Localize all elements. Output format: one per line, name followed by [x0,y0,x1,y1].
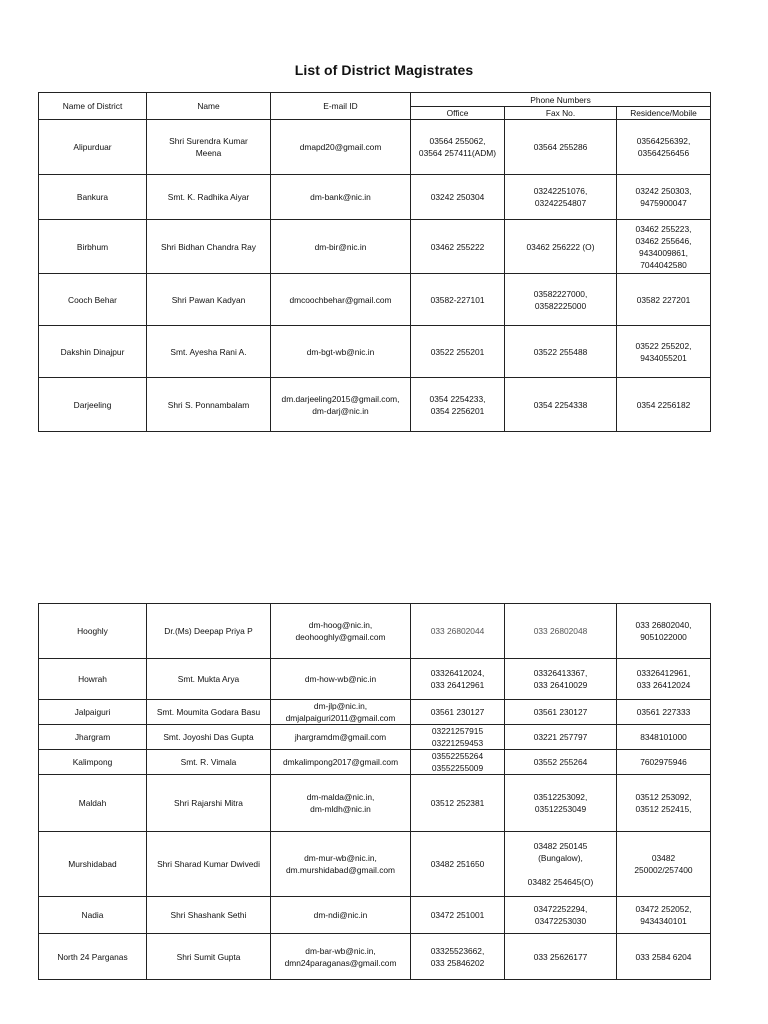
cell-office [411,120,505,175]
cell-line: jhargramdm@gmail.com [294,732,387,742]
cell-line: 033 26802044 [430,626,485,636]
cell-line: dm-bgt-wb@nic.in [306,346,375,357]
cell-district: Hooghly [39,604,147,659]
cell-line: 03462 255222 [430,241,485,252]
cell-line: 03552255264 [431,751,484,761]
cell-line: 9051022000 [640,632,687,642]
cell-name [147,725,271,750]
cell-line: Smt. R. Vimala [180,757,237,767]
cell-line: Shri Shashank Sethi [170,910,247,920]
district-magistrates-table-continued [38,603,711,980]
cell-residence [617,604,711,659]
cell-line: 250002/257400 [634,865,693,875]
cell-line: 03561 230127 [533,707,588,717]
cell-line: 03325523662, [430,945,485,956]
cell-fax [505,775,617,832]
cell-line: 03242 250303, [635,186,692,196]
cell-line: dm-bir@nic.in [314,241,367,252]
cell-office [411,775,505,832]
table-row [39,274,711,326]
header-district: Name of District [39,93,147,120]
cell-line: Dr.(Ms) Deepap Priya P [164,626,253,636]
cell-line: 03564256392, [636,136,691,146]
header-phone-numbers: Phone Numbers [411,93,711,107]
table-row [39,897,711,934]
cell-line: 03582 227201 [636,294,691,305]
cell-line: 03582227000, [533,288,588,299]
cell-line: 03512 252381 [430,798,485,808]
page-title: List of District Magistrates [294,62,474,78]
cell-line: Smt. Moumita Godara Basu [156,707,261,717]
cell-office [411,378,505,432]
cell-fax [505,378,617,432]
cell-line: 9434055201 [640,352,687,363]
cell-residence [617,934,711,980]
cell-email [271,175,411,220]
cell-email [271,274,411,326]
table-row [39,604,711,659]
cell-line: 03472253030 [534,916,587,926]
cell-residence [617,775,711,832]
cell-office [411,832,505,897]
cell-fax [505,832,617,897]
cell-line: dmn24paraganas@gmail.com [284,957,397,968]
cell-fax [505,659,617,700]
cell-name [147,775,271,832]
cell-line: 03512 252415, [635,804,692,814]
cell-office [411,604,505,659]
cell-line: dm-hoog@nic.in, [308,620,373,630]
cell-line: 03512 253092, [635,792,692,802]
table-row [39,326,711,378]
cell-name [147,604,271,659]
cell-line: 0354 2254338 [533,399,588,410]
cell-line: 033 25626177 [533,951,588,962]
cell-name [147,326,271,378]
cell-residence [617,175,711,220]
cell-district: Nadia [39,897,147,934]
cell-residence [617,220,711,274]
cell-line: 03582225000 [534,300,587,311]
cell-name [147,934,271,980]
cell-line: 03472252294, [533,904,588,914]
cell-line: 03512253049 [534,804,587,814]
cell-line: Shri Pawan Kadyan [171,294,246,305]
cell-line: Smt. Ayesha Rani A. [170,346,247,357]
cell-line [508,864,613,876]
cell-line: dm-how-wb@nic.in [304,674,377,684]
cell-line: 03522 255488 [533,346,588,357]
cell-line: 9434009861, [639,247,688,258]
cell-line: 03221259453 [431,738,484,748]
cell-fax [505,120,617,175]
cell-name [147,220,271,274]
cell-residence [617,897,711,934]
cell-email [271,725,411,750]
cell-line: 03552255009 [431,763,484,773]
cell-line: dm-darj@nic.in [312,405,369,416]
cell-line: 03482 251650 [430,859,485,869]
cell-line: 0354 2256201 [430,405,485,416]
header-fax: Fax No. [505,107,617,120]
cell-line: dmcoochbehar@gmail.com [289,294,392,305]
cell-line: Shri Surendra Kumar [169,136,248,146]
cell-email [271,934,411,980]
cell-line: 03582-227101 [430,294,485,305]
cell-email [271,832,411,897]
cell-district: Kalimpong [39,750,147,775]
cell-line: dm-bank@nic.in [310,192,371,202]
cell-line: 033 2584 6204 [635,951,692,962]
cell-line: dm-mur-wb@nic.in, [304,853,377,863]
cell-line: dm.darjeeling2015@gmail.com, [281,393,400,404]
table-row [39,175,711,220]
cell-line: 03512253092, [533,792,588,802]
cell-district: Jalpaiguri [39,700,147,725]
cell-email [271,120,411,175]
cell-email [271,897,411,934]
cell-line: dm-mldh@nic.in [310,804,371,814]
cell-line: Shri Sumit Gupta [176,951,241,962]
table-row [39,120,711,175]
cell-line: dm-malda@nic.in, [306,792,375,802]
cell-line: 0354 2254233, [429,393,486,404]
cell-line: 03326412961, [636,668,691,678]
cell-line: 03462 256222 (O) [526,241,595,252]
cell-line: 8348101000 [640,732,687,742]
cell-line: 03561 230127 [430,707,485,717]
cell-office [411,897,505,934]
cell-email [271,700,411,725]
cell-line: 033 26412024 [636,680,691,690]
cell-line: Meena [195,148,222,158]
cell-line: 033 26412961 [430,680,485,690]
cell-office [411,700,505,725]
table-row [39,934,711,980]
cell-email [271,750,411,775]
header-residence: Residence/Mobile [617,107,711,120]
cell-office [411,659,505,700]
cell-district: Dakshin Dinajpur [39,326,147,378]
cell-line: 03242251076, [533,186,588,196]
table-row [39,220,711,274]
cell-district: Alipurduar [39,120,147,175]
table-row [39,832,711,897]
cell-office [411,175,505,220]
cell-name [147,700,271,725]
table-row [39,775,711,832]
cell-district: Darjeeling [39,378,147,432]
cell-line: Shri Bidhan Chandra Ray [161,241,256,252]
cell-line: (Bungalow), [538,853,583,863]
header-name: Name [147,93,271,120]
cell-fax [505,274,617,326]
cell-fax [505,326,617,378]
cell-line: 03462 255223, [635,223,692,234]
cell-office [411,220,505,274]
cell-email [271,659,411,700]
cell-office [411,326,505,378]
cell-email [271,775,411,832]
cell-line: 03522 255202, [635,340,692,351]
cell-line: 03221257915 [431,726,484,736]
cell-district: Cooch Behar [39,274,147,326]
cell-line: 03564256456 [637,148,690,158]
cell-fax [505,220,617,274]
cell-fax [505,175,617,220]
cell-line: 03326412024, [430,668,485,678]
cell-residence [617,750,711,775]
cell-office [411,934,505,980]
cell-residence [617,659,711,700]
table-row [39,378,711,432]
header-email: E-mail ID [271,93,411,120]
cell-district: Howrah [39,659,147,700]
cell-fax [505,604,617,659]
cell-line: 03472 251001 [430,910,485,920]
cell-line: dmkalimpong2017@gmail.com [282,757,399,767]
cell-line: 033 26802048 [533,626,588,636]
cell-name [147,832,271,897]
cell-district: Jhargram [39,725,147,750]
cell-residence [617,326,711,378]
cell-line: dm-jlp@nic.in, [313,701,368,711]
table-row [39,659,711,700]
cell-district: Murshidabad [39,832,147,897]
cell-district: Maldah [39,775,147,832]
cell-line: Smt. Mukta Arya [177,674,240,684]
table-row [39,750,711,775]
cell-line: 03482 250145 [533,841,588,851]
cell-line: Shri Sharad Kumar Dwivedi [157,859,260,869]
cell-fax [505,750,617,775]
cell-name [147,378,271,432]
cell-line: 03564 255062, [429,136,486,146]
cell-email [271,604,411,659]
cell-line: 03561 227333 [636,707,691,717]
cell-line: 033 25846202 [430,957,485,968]
cell-residence [617,120,711,175]
cell-fax [505,700,617,725]
cell-name [147,659,271,700]
cell-line: 03482 254645(O) [527,877,594,887]
cell-office [411,750,505,775]
cell-line: 03552 255264 [533,757,588,767]
cell-line: Shri S. Ponnambalam [167,399,250,410]
cell-line: Smt. Joyoshi Das Gupta [163,732,254,742]
cell-line: deohooghly@gmail.com [295,632,386,642]
cell-line: 033 26802040, [635,620,692,630]
cell-line: 03472 252052, [635,904,692,914]
cell-district: Birbhum [39,220,147,274]
cell-residence [617,725,711,750]
table-row [39,700,711,725]
cell-line: dmjalpaiguri2011@gmail.com [285,713,396,723]
cell-name [147,175,271,220]
cell-district: Bankura [39,175,147,220]
cell-line: 03242 250304 [430,192,485,202]
cell-line: 033 26410029 [533,680,588,690]
cell-line: 03564 255286 [533,142,588,152]
cell-district: North 24 Parganas [39,934,147,980]
cell-line: 03221 257797 [533,732,588,742]
cell-line: 03564 257411(ADM) [418,148,497,158]
cell-line: 7044042580 [640,259,687,270]
cell-line: 9434340101 [640,916,687,926]
cell-residence [617,378,711,432]
cell-email [271,220,411,274]
cell-residence [617,700,711,725]
cell-office [411,274,505,326]
cell-fax [505,725,617,750]
cell-line: 0354 2256182 [636,399,691,410]
cell-fax [505,897,617,934]
cell-office [411,725,505,750]
cell-line: 03522 255201 [430,346,485,357]
header-office: Office [411,107,505,120]
cell-line: dm.murshidabad@gmail.com [285,865,396,875]
cell-line: 03482 [651,853,676,863]
cell-line: dm-ndi@nic.in [313,910,368,920]
cell-line: 03326413367, [533,668,588,678]
cell-name [147,750,271,775]
cell-email [271,326,411,378]
cell-name [147,274,271,326]
cell-line: 7602975946 [640,757,687,767]
district-magistrates-table [38,92,711,432]
cell-line: 03462 255646, [635,235,692,246]
cell-residence [617,274,711,326]
cell-residence [617,832,711,897]
cell-email [271,378,411,432]
cell-line: 03242254807 [534,198,587,208]
cell-line: Smt. K. Radhika Aiyar [167,192,250,202]
table-row [39,725,711,750]
cell-line: 9475900047 [640,198,687,208]
cell-name [147,897,271,934]
cell-fax [505,934,617,980]
cell-name [147,120,271,175]
cell-line: dm-bar-wb@nic.in, [305,945,376,956]
cell-line: dmapd20@gmail.com [299,142,382,152]
cell-line: Shri Rajarshi Mitra [174,798,243,808]
